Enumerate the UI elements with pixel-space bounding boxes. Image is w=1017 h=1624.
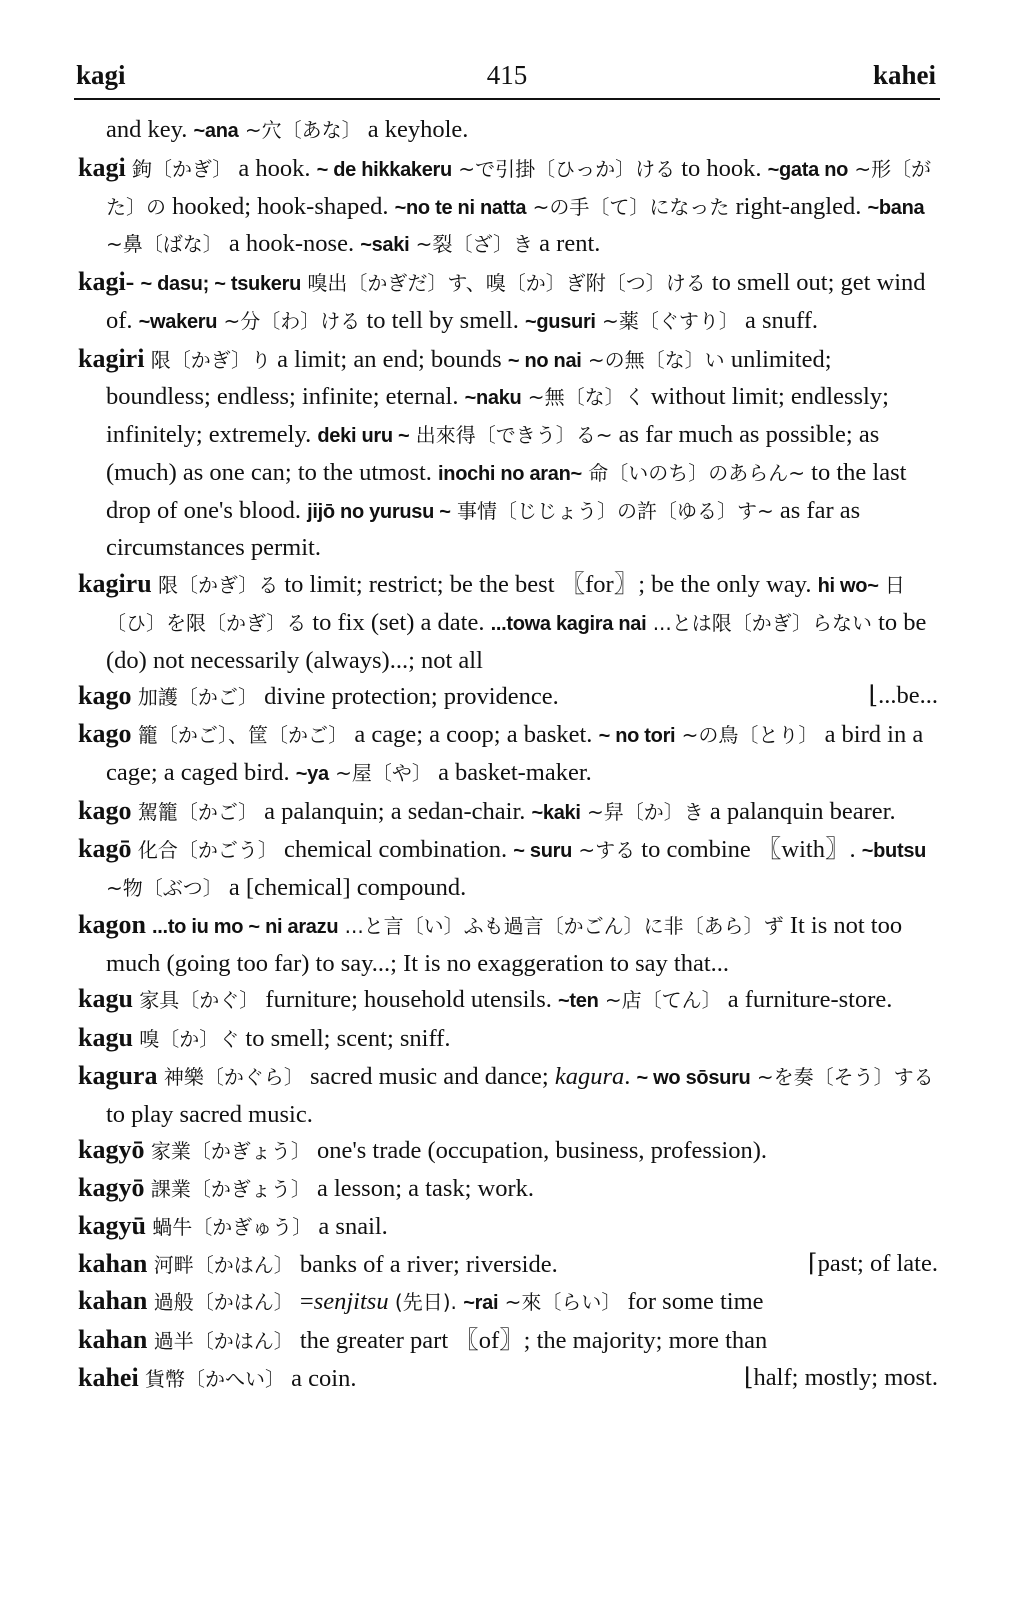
japanese-text: ~形〔がた〕の — [106, 156, 932, 219]
japanese-text: 限〔かぎ〕る — [151, 573, 279, 597]
dictionary-entry — [78, 678, 938, 716]
definition-text: a rent. — [533, 230, 601, 258]
headword: kahan — [78, 1248, 148, 1278]
headword: kagon — [78, 909, 146, 939]
definition-text: a cage; a coop; a basket. — [348, 721, 599, 748]
romaji-phrase: ~ no tori — [598, 725, 676, 747]
definition-text: to hook. — [675, 154, 768, 182]
definition-text: It is not too much (going too far) to say...; It is no exaggeration to say that... — [106, 911, 903, 977]
japanese-text: ~薬〔ぐすり〕 — [595, 308, 739, 333]
japanese-text: 事情〔じじょう〕の許〔ゆる〕す~ — [450, 498, 774, 523]
definition-text: for some time — [621, 1288, 764, 1316]
japanese-text: 命〔いのち〕のあらん~ — [581, 460, 806, 485]
dictionary-entry — [78, 1246, 938, 1284]
dictionary-entry — [78, 150, 938, 264]
japanese-text: 加護〔かご〕 — [131, 685, 259, 710]
romaji-phrase: ~rai — [463, 1292, 499, 1315]
romaji-phrase: ...to iu mo ~ ni arazu — [152, 915, 339, 938]
headword: kagiru — [78, 569, 152, 598]
romaji-phrase: ~kaki — [531, 801, 581, 824]
dictionary-entry — [78, 716, 938, 793]
japanese-text: ~穴〔あな〕 — [238, 118, 362, 142]
headword: kagō — [78, 834, 132, 864]
definition-text: furniture; household utensils. — [259, 986, 559, 1014]
japanese-text: 嗅〔か〕ぐ — [132, 1027, 240, 1051]
dictionary-entry — [78, 1208, 938, 1246]
headword: kagura — [78, 1060, 158, 1090]
romaji-phrase: deki uru ~ — [317, 425, 410, 447]
definition-text: a basket-maker. — [431, 758, 592, 786]
dictionary-entry — [78, 264, 938, 341]
headword: kagu — [78, 984, 133, 1014]
definition-text: to play sacred music. — [106, 1100, 313, 1128]
japanese-text: 蝸牛〔かぎゅう〕 — [145, 1214, 313, 1239]
definition-text: a hook. — [232, 154, 317, 182]
japanese-text: ~無〔な〕く — [521, 385, 645, 410]
dictionary-entry — [78, 1322, 938, 1360]
romaji-phrase: inochi no aran~ — [438, 462, 582, 485]
romaji-phrase: ~gata no — [767, 158, 849, 181]
japanese-text: 日〔ひ〕を限〔かぎ〕る — [106, 573, 905, 635]
dictionary-entry — [78, 907, 938, 982]
romaji-phrase: ~ana — [193, 120, 239, 142]
dictionary-entry — [78, 1058, 938, 1133]
japanese-text: 家具〔かぐ〕 — [132, 988, 260, 1013]
definition-text: a [chemical] compound. — [222, 874, 467, 901]
japanese-text: 出來得〔できう〕る~ — [409, 423, 613, 447]
headword: kagyū — [78, 1210, 146, 1240]
definition-text: to limit; restrict; be the best 〖for〗; be the only way. — [278, 571, 818, 598]
japanese-text: ~する — [572, 838, 636, 863]
japanese-text: 鉤〔かぎ〕 — [125, 156, 233, 181]
headword: kago — [78, 681, 132, 711]
japanese-text: 神樂〔かぐら〕 — [157, 1064, 304, 1089]
headword: kahei — [78, 1362, 139, 1392]
right-guide-word: kahei — [872, 60, 936, 90]
dictionary-entry — [78, 831, 938, 907]
japanese-text: ~で引掛〔ひっか〕ける — [451, 156, 676, 181]
japanese-text: ~屋〔や〕 — [328, 760, 432, 785]
definition-text: as far as circumstances permit. — [106, 496, 861, 562]
definition-text: one's trade (occupation, business, profession). — [310, 1137, 768, 1165]
left-guide-word: kagi — [76, 60, 126, 90]
definition-text: a palanquin bearer. — [703, 797, 896, 825]
romaji-phrase: ~ no nai — [507, 349, 582, 372]
romaji-phrase: ~butsu — [861, 840, 927, 863]
definition-text: the greater part 〖of〗; the majority; more than — [293, 1327, 768, 1354]
headword: kagyō — [78, 1173, 145, 1202]
dictionary-entry — [78, 341, 938, 567]
headword: kagi — [78, 152, 126, 182]
definition-text: to the last drop of one's blood. — [106, 458, 907, 524]
japanese-text: 家業〔かぎょう〕 — [144, 1139, 311, 1164]
carried-line-text: ⌈past; of late. — [808, 1249, 938, 1277]
japanese-text: 限〔かぎ〕り — [144, 347, 272, 372]
japanese-text: 過半〔かはん〕 — [147, 1329, 294, 1353]
romaji-phrase: ~no te ni natta — [394, 196, 527, 219]
romaji-phrase: hi wo~ — [817, 575, 879, 597]
definition-text: a bird in a cage; a caged bird. — [106, 721, 924, 786]
headword: kago — [78, 719, 132, 748]
romaji-phrase: ~ya — [295, 762, 329, 785]
definition-text: a keyhole. — [361, 116, 469, 143]
definition-text: . — [624, 1062, 637, 1090]
romaji-phrase: ~gusuri — [525, 310, 596, 333]
definition-text: to fix (set) a date. — [306, 608, 491, 636]
japanese-text: 河畔〔かはん〕 — [147, 1252, 294, 1277]
dictionary-entry — [78, 1020, 938, 1058]
definition-text: a furniture-store. — [721, 986, 893, 1014]
japanese-text: ~分〔わ〕ける — [217, 308, 361, 333]
page-number: 415 — [486, 60, 528, 90]
dictionary-entry — [78, 112, 938, 150]
italic-term: senjitsu — [313, 1288, 389, 1316]
romaji-phrase: ...towa kagira nai — [490, 612, 647, 635]
japanese-text: 籠〔かご〕、筐〔かご〕 — [131, 723, 349, 747]
definition-text: to be (do) not necessarily (always)...; not all — [106, 608, 927, 674]
definition-text: divine protection; providence. — [258, 683, 559, 711]
definition-text: = — [293, 1288, 314, 1316]
japanese-text: ~の手〔て〕になった — [526, 194, 730, 219]
romaji-phrase: ~ wo sōsuru — [636, 1066, 751, 1089]
headword: kahan — [78, 1325, 148, 1354]
definition-text: banks of a river; riverside. — [293, 1250, 558, 1278]
japanese-text: ~の鳥〔とり〕 — [675, 723, 819, 747]
headword: kagi- — [78, 267, 135, 296]
japanese-text: ~の無〔な〕い — [581, 347, 725, 372]
definition-text: to combine 〖with〗. — [635, 836, 862, 864]
definition-text: sacred music and dance; — [303, 1062, 555, 1090]
japanese-text: ~鼻〔ばな〕 — [106, 232, 223, 257]
definition-text: a limit; an end; bounds — [271, 345, 508, 373]
dictionary-entry — [78, 1132, 938, 1170]
japanese-text: 過般〔かはん〕 — [147, 1290, 294, 1315]
romaji-phrase: ~saki — [360, 234, 410, 257]
definition-text: without limit; endlessly; infinitely; extremely. — [106, 383, 889, 448]
japanese-text: ~店〔てん〕 — [598, 988, 722, 1013]
romaji-phrase: ~bana — [867, 196, 925, 219]
headword: kagyō — [78, 1135, 145, 1165]
definition-text: to tell by smell. — [360, 306, 525, 334]
definition-text: and key. — [106, 116, 194, 143]
definition-text: a snail. — [312, 1212, 388, 1240]
romaji-phrase: ~ dasu; ~ tsukeru — [140, 273, 301, 295]
japanese-text: 貨幣〔かへい〕 — [138, 1366, 286, 1391]
dictionary-entry — [78, 1170, 938, 1208]
japanese-text: ~物〔ぶつ〕 — [106, 876, 223, 900]
japanese-text: ...とは限〔かぎ〕らない — [646, 610, 872, 635]
dictionary-entry — [78, 1283, 938, 1322]
japanese-text: ~舁〔か〕き — [580, 799, 704, 824]
carried-line-text: ⌊half; mostly; most. — [744, 1363, 938, 1391]
definition-text: unlimited; boundless; endless; infinite; eternal. — [106, 345, 832, 411]
dictionary-entry — [78, 981, 938, 1020]
definition-text: a snuff. — [738, 306, 818, 334]
japanese-text: ~裂〔ざ〕き — [409, 232, 534, 257]
page-header — [74, 58, 940, 100]
japanese-text: ~を奏〔そう〕する — [750, 1064, 934, 1089]
romaji-phrase: ~ten — [558, 990, 599, 1013]
headword: kago — [78, 795, 132, 825]
carried-line-text: ⌊...be... — [868, 682, 938, 710]
definition-text: hooked; hook-shaped. — [166, 192, 395, 220]
definition-text: a palanquin; a sedan-chair. — [258, 797, 532, 825]
headword: kagiri — [78, 343, 145, 373]
japanese-text: 駕籠〔かご〕 — [131, 799, 259, 824]
japanese-text: 嗅出〔かぎだ〕す、嗅〔か〕ぎ附〔つ〕ける — [300, 271, 706, 295]
dictionary-entry — [78, 793, 938, 832]
italic-term: kagura — [554, 1062, 625, 1090]
definition-text: as far much as possible; as (much) as one can; to the utmost. — [106, 421, 880, 486]
romaji-phrase: ~naku — [464, 387, 522, 410]
japanese-text: 課業〔かぎょう〕 — [144, 1177, 311, 1201]
definition-text: a lesson; a task; work. — [310, 1175, 535, 1202]
romaji-phrase: jijō no yurusu ~ — [307, 500, 451, 523]
romaji-phrase: ~wakeru — [138, 310, 218, 333]
dictionary-entry — [78, 1360, 938, 1398]
romaji-phrase: ~ suru — [513, 840, 573, 863]
entry-list — [78, 112, 938, 1398]
definition-text: chemical combination. — [277, 836, 514, 864]
japanese-text: ~來〔らい〕 — [498, 1290, 622, 1315]
japanese-text: (先日). — [388, 1290, 464, 1315]
definition-text: a coin. — [285, 1364, 357, 1392]
headword: kagu — [78, 1023, 133, 1052]
headword: kahan — [78, 1286, 148, 1316]
definition-text: to smell out; get wind of. — [106, 269, 926, 334]
definition-text: right-angled. — [729, 192, 868, 220]
romaji-phrase: ~ de hikkakeru — [316, 158, 452, 181]
japanese-text: 化合〔かごう〕 — [131, 838, 278, 863]
definition-text: a hook-nose. — [222, 230, 361, 258]
dictionary-entry — [78, 566, 938, 678]
definition-text: to smell; scent; sniff. — [239, 1025, 451, 1052]
japanese-text: ...と言〔い〕ふも過言〔かごん〕に非〔あら〕ず — [338, 913, 784, 938]
